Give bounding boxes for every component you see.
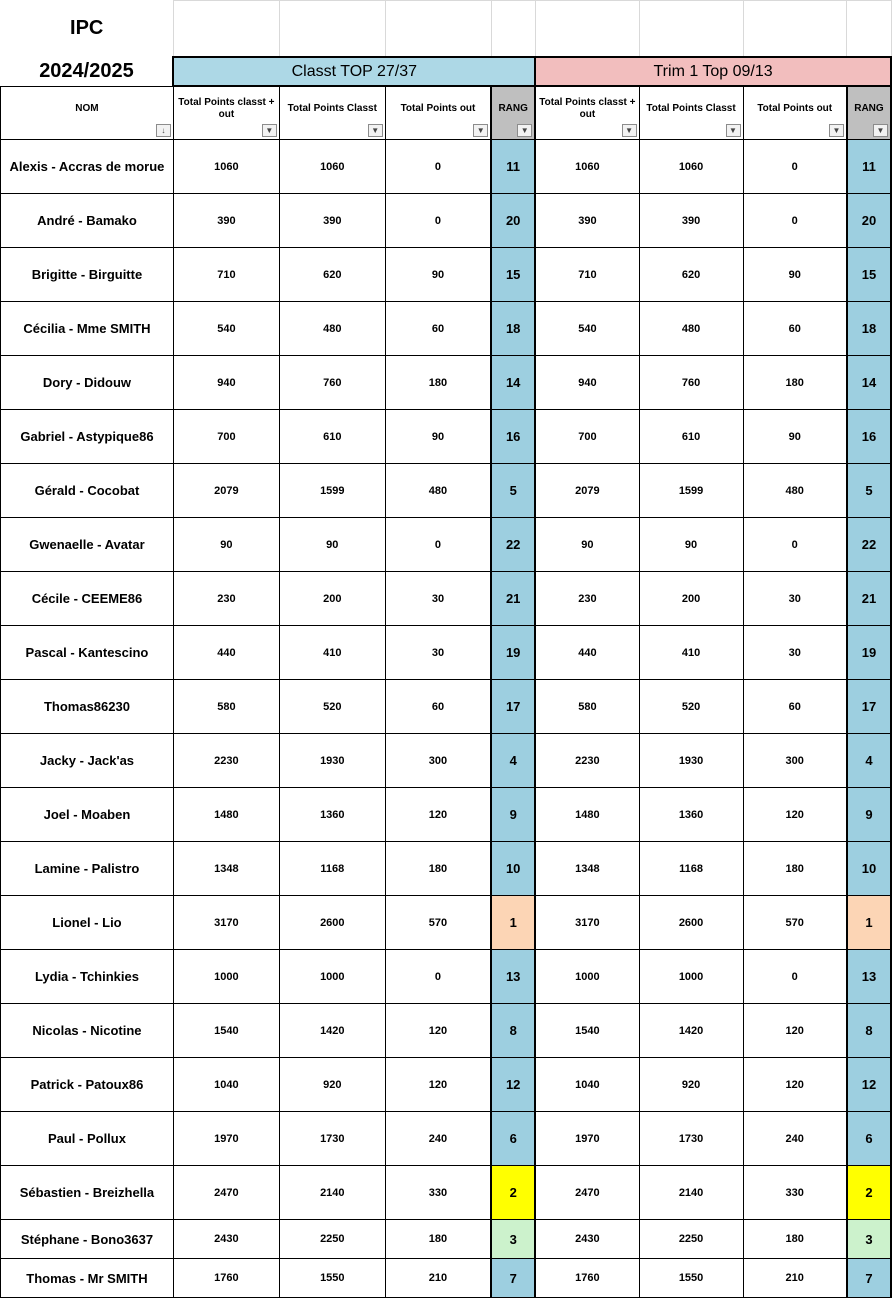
player-name-cell[interactable]: Brigitte - Birguitte [1,248,174,302]
trim1-total-points-cell[interactable]: 1060 [535,140,639,194]
table-row [1,518,892,572]
sort-filter-icon[interactable]: ↓ [156,124,171,137]
trim1-total-points-cell[interactable]: 90 [535,518,639,572]
trim1-total-points-cell[interactable]: 1348 [535,842,639,896]
table-row [1,140,892,194]
table-row [1,680,892,734]
trim1-points-cell[interactable]: 1550 [639,1259,743,1298]
player-name-cell[interactable]: Dory - Didouw [1,356,174,410]
trim1-out-points-cell[interactable]: 0 [743,518,847,572]
classt-total-points-cell[interactable]: 1000 [173,950,279,1004]
player-name-cell[interactable]: Gwenaelle - Avatar [1,518,174,572]
trim1-total-points-cell[interactable]: 2079 [535,464,639,518]
empty-cell[interactable] [279,1,385,58]
empty-cell[interactable] [743,1,847,58]
classt-total-points-cell[interactable]: 540 [173,302,279,356]
trim1-points-cell[interactable]: 1000 [639,950,743,1004]
player-name-cell[interactable]: Thomas86230 [1,680,174,734]
table-row [1,734,892,788]
trim1-out-points-cell[interactable]: 240 [743,1112,847,1166]
classt-rank-cell[interactable]: 2 [491,1166,535,1220]
classt-out-points-cell[interactable]: 0 [385,194,491,248]
classt-rank-cell[interactable]: 13 [491,950,535,1004]
trim1-rank-cell[interactable]: 21 [847,572,891,626]
classt-rank-cell[interactable]: 7 [491,1259,535,1298]
column-header-total-out [743,86,847,140]
classt-out-points-cell[interactable]: 0 [385,950,491,1004]
header-label: Total Points classt + out [539,97,636,120]
classt-out-points-cell[interactable]: 90 [385,410,491,464]
table-row [1,1166,892,1220]
trim1-out-points-cell[interactable]: 570 [743,896,847,950]
table-row [1,842,892,896]
trim1-total-points-cell[interactable]: 1970 [535,1112,639,1166]
trim1-points-cell[interactable]: 1420 [639,1004,743,1058]
player-name-cell[interactable]: Joel - Moaben [1,788,174,842]
player-name-cell[interactable]: Nicolas - Nicotine [1,1004,174,1058]
trim1-out-points-cell[interactable]: 30 [743,626,847,680]
classt-out-points-cell[interactable]: 0 [385,518,491,572]
trim1-points-cell[interactable]: 610 [639,410,743,464]
table-row [1,194,892,248]
trim1-rank-cell[interactable]: 20 [847,194,891,248]
column-header-total-classt [279,86,385,140]
trim1-rank-cell[interactable]: 8 [847,1004,891,1058]
table-row [1,464,892,518]
filter-dropdown-icon[interactable]: ▼ [262,124,277,137]
classt-out-points-cell[interactable]: 60 [385,302,491,356]
trim1-rank-cell[interactable]: 5 [847,464,891,518]
classt-rank-cell[interactable]: 1 [491,896,535,950]
trim1-rank-cell[interactable]: 12 [847,1058,891,1112]
table-row [1,1004,892,1058]
trim1-points-cell[interactable]: 920 [639,1058,743,1112]
table-row [1,356,892,410]
trim1-out-points-cell[interactable]: 90 [743,410,847,464]
trim1-total-points-cell[interactable]: 700 [535,410,639,464]
classt-out-points-cell[interactable]: 120 [385,1004,491,1058]
classt-rank-cell[interactable]: 22 [491,518,535,572]
table-row [1,788,892,842]
header-label: Total Points classt + out [178,97,275,120]
header-label: Total Points out [757,103,833,114]
player-name-cell[interactable]: Lionel - Lio [1,896,174,950]
trim1-out-points-cell[interactable]: 210 [743,1259,847,1298]
classt-points-cell[interactable]: 1420 [279,1004,385,1058]
classt-rank-cell[interactable]: 9 [491,788,535,842]
trim1-rank-cell[interactable]: 22 [847,518,891,572]
trim1-rank-cell[interactable]: 3 [847,1220,891,1259]
trim1-points-cell[interactable]: 480 [639,302,743,356]
classt-rank-cell[interactable]: 5 [491,464,535,518]
table-row [1,1220,892,1259]
empty-cell[interactable] [535,1,639,58]
player-name-cell[interactable]: Thomas - Mr SMITH [1,1259,174,1298]
classt-out-points-cell[interactable]: 180 [385,356,491,410]
trim1-out-points-cell[interactable]: 0 [743,194,847,248]
header-label: RANG [854,103,884,114]
header-label: NOM [75,102,99,114]
header-label: Total Points Classt [287,103,377,114]
table-row [1,410,892,464]
table-row [1,302,892,356]
player-name-cell[interactable]: Patrick - Patoux86 [1,1058,174,1112]
player-name-cell[interactable]: Sébastien - Breizhella [1,1166,174,1220]
classt-out-points-cell[interactable]: 180 [385,1220,491,1259]
classt-out-points-cell[interactable]: 90 [385,248,491,302]
column-header-total-classt-out [173,86,279,140]
player-name-cell[interactable]: Gabriel - Astypique86 [1,410,174,464]
trim1-rank-cell[interactable]: 16 [847,410,891,464]
trim1-rank-cell[interactable]: 4 [847,734,891,788]
trim1-total-points-cell[interactable]: 940 [535,356,639,410]
trim1-total-points-cell[interactable]: 2430 [535,1220,639,1259]
trim1-points-cell[interactable]: 520 [639,680,743,734]
classt-rank-cell[interactable]: 3 [491,1220,535,1259]
classt-out-points-cell[interactable]: 60 [385,680,491,734]
trim1-out-points-cell[interactable]: 300 [743,734,847,788]
trim1-rank-cell[interactable]: 19 [847,626,891,680]
trim1-points-cell[interactable]: 760 [639,356,743,410]
classt-rank-cell[interactable]: 10 [491,842,535,896]
classt-out-points-cell[interactable]: 30 [385,572,491,626]
classt-total-points-cell[interactable]: 1348 [173,842,279,896]
trim1-total-points-cell[interactable]: 390 [535,194,639,248]
classt-total-points-cell[interactable]: 1040 [173,1058,279,1112]
trim1-points-cell[interactable]: 620 [639,248,743,302]
classt-total-points-cell[interactable]: 940 [173,356,279,410]
trim1-total-points-cell[interactable]: 2470 [535,1166,639,1220]
trim1-total-points-cell[interactable]: 440 [535,626,639,680]
trim1-points-cell[interactable]: 2250 [639,1220,743,1259]
classt-total-points-cell[interactable]: 2230 [173,734,279,788]
group-header-classt-top: Classt TOP 27/37 [173,57,535,86]
player-name-cell[interactable]: Cécile - CEEME86 [1,572,174,626]
player-name-cell[interactable]: Lamine - Palistro [1,842,174,896]
table-row [1,950,892,1004]
trim1-out-points-cell[interactable]: 0 [743,140,847,194]
classt-points-cell[interactable]: 1360 [279,788,385,842]
classt-points-cell[interactable]: 610 [279,410,385,464]
classt-total-points-cell[interactable]: 1060 [173,140,279,194]
empty-cell[interactable] [173,1,279,58]
classt-points-cell[interactable]: 1930 [279,734,385,788]
trim1-total-points-cell[interactable]: 540 [535,302,639,356]
trim1-out-points-cell[interactable]: 180 [743,842,847,896]
trim1-total-points-cell[interactable]: 1000 [535,950,639,1004]
trim1-points-cell[interactable]: 390 [639,194,743,248]
column-header-total-classt [639,86,743,140]
classt-rank-cell[interactable]: 19 [491,626,535,680]
table-row [1,1259,892,1298]
trim1-out-points-cell[interactable]: 480 [743,464,847,518]
player-name-cell[interactable]: Cécilia - Mme SMITH [1,302,174,356]
classt-total-points-cell[interactable]: 3170 [173,896,279,950]
classt-rank-cell[interactable]: 6 [491,1112,535,1166]
player-name-cell[interactable]: Jacky - Jack'as [1,734,174,788]
classt-rank-cell[interactable]: 12 [491,1058,535,1112]
trim1-rank-cell[interactable]: 18 [847,302,891,356]
player-name-cell[interactable]: Stéphane - Bono3637 [1,1220,174,1259]
trim1-rank-cell[interactable]: 1 [847,896,891,950]
trim1-out-points-cell[interactable]: 120 [743,788,847,842]
classt-points-cell[interactable]: 620 [279,248,385,302]
classt-total-points-cell[interactable]: 580 [173,680,279,734]
classt-rank-cell[interactable]: 8 [491,1004,535,1058]
classt-rank-cell[interactable]: 17 [491,680,535,734]
classt-total-points-cell[interactable]: 440 [173,626,279,680]
classt-total-points-cell[interactable]: 710 [173,248,279,302]
trim1-out-points-cell[interactable]: 120 [743,1058,847,1112]
classt-out-points-cell[interactable]: 120 [385,1058,491,1112]
app-title: IPC [70,17,104,40]
column-header-total-out [385,86,491,140]
trim1-points-cell[interactable]: 1730 [639,1112,743,1166]
classt-points-cell[interactable]: 390 [279,194,385,248]
trim1-out-points-cell[interactable]: 180 [743,356,847,410]
trim1-points-cell[interactable]: 1930 [639,734,743,788]
classt-out-points-cell[interactable]: 30 [385,626,491,680]
classt-total-points-cell[interactable]: 2470 [173,1166,279,1220]
classt-points-cell[interactable]: 1599 [279,464,385,518]
trim1-rank-cell[interactable]: 2 [847,1166,891,1220]
trim1-total-points-cell[interactable]: 1480 [535,788,639,842]
filter-dropdown-icon[interactable]: ▼ [368,124,383,137]
classt-points-cell[interactable]: 480 [279,302,385,356]
filter-dropdown-icon[interactable]: ▼ [622,124,637,137]
classt-out-points-cell[interactable]: 0 [385,140,491,194]
classt-rank-cell[interactable]: 20 [491,194,535,248]
classt-total-points-cell[interactable]: 1970 [173,1112,279,1166]
classt-out-points-cell[interactable]: 120 [385,788,491,842]
classt-rank-cell[interactable]: 18 [491,302,535,356]
trim1-rank-cell[interactable]: 11 [847,140,891,194]
filter-dropdown-icon[interactable]: ▼ [517,124,532,137]
player-name-cell[interactable]: Pascal - Kantescino [1,626,174,680]
classt-points-cell[interactable]: 1060 [279,140,385,194]
season-label: 2024/2025 [1,57,174,86]
group-header-trim1-top: Trim 1 Top 09/13 [535,57,891,86]
empty-cell[interactable] [385,1,491,58]
classt-rank-cell[interactable]: 14 [491,356,535,410]
table-row [1,1058,892,1112]
trim1-out-points-cell[interactable]: 60 [743,302,847,356]
classt-points-cell[interactable]: 2140 [279,1166,385,1220]
classt-points-cell[interactable]: 2250 [279,1220,385,1259]
classt-points-cell[interactable]: 1550 [279,1259,385,1298]
classt-points-cell[interactable]: 90 [279,518,385,572]
trim1-total-points-cell[interactable]: 1540 [535,1004,639,1058]
empty-cell[interactable] [491,1,535,58]
trim1-rank-cell[interactable]: 7 [847,1259,891,1298]
trim1-points-cell[interactable]: 90 [639,518,743,572]
column-header-rang [491,86,535,140]
trim1-rank-cell[interactable]: 14 [847,356,891,410]
trim1-points-cell[interactable]: 410 [639,626,743,680]
trim1-out-points-cell[interactable]: 180 [743,1220,847,1259]
classt-rank-cell[interactable]: 4 [491,734,535,788]
trim1-out-points-cell[interactable]: 60 [743,680,847,734]
classt-points-cell[interactable]: 920 [279,1058,385,1112]
table-row [1,896,892,950]
trim1-total-points-cell[interactable]: 3170 [535,896,639,950]
trim1-rank-cell[interactable]: 15 [847,248,891,302]
column-header-total-classt-out [535,86,639,140]
player-name-cell[interactable]: Lydia - Tchinkies [1,950,174,1004]
trim1-out-points-cell[interactable]: 30 [743,572,847,626]
classt-out-points-cell[interactable]: 300 [385,734,491,788]
classt-out-points-cell[interactable]: 570 [385,896,491,950]
classt-total-points-cell[interactable]: 2430 [173,1220,279,1259]
classt-out-points-cell[interactable]: 180 [385,842,491,896]
trim1-total-points-cell[interactable]: 710 [535,248,639,302]
classt-total-points-cell[interactable]: 1540 [173,1004,279,1058]
classt-total-points-cell[interactable]: 90 [173,518,279,572]
classt-points-cell[interactable]: 1000 [279,950,385,1004]
classt-points-cell[interactable]: 410 [279,626,385,680]
classt-total-points-cell[interactable]: 230 [173,572,279,626]
header-label: RANG [498,103,528,114]
column-header-nom [1,86,174,140]
classt-rank-cell[interactable]: 15 [491,248,535,302]
classt-total-points-cell[interactable]: 390 [173,194,279,248]
classt-out-points-cell[interactable]: 210 [385,1259,491,1298]
trim1-points-cell[interactable]: 1360 [639,788,743,842]
player-name-cell[interactable]: Gérald - Cocobat [1,464,174,518]
classt-total-points-cell[interactable]: 700 [173,410,279,464]
trim1-total-points-cell[interactable]: 2230 [535,734,639,788]
trim1-total-points-cell[interactable]: 580 [535,680,639,734]
classt-points-cell[interactable]: 2600 [279,896,385,950]
classt-rank-cell[interactable]: 21 [491,572,535,626]
trim1-points-cell[interactable]: 2140 [639,1166,743,1220]
player-name-cell[interactable]: Paul - Pollux [1,1112,174,1166]
trim1-total-points-cell[interactable]: 1760 [535,1259,639,1298]
classt-out-points-cell[interactable]: 330 [385,1166,491,1220]
trim1-total-points-cell[interactable]: 230 [535,572,639,626]
empty-cell[interactable] [639,1,743,58]
trim1-points-cell[interactable]: 1168 [639,842,743,896]
trim1-out-points-cell[interactable]: 330 [743,1166,847,1220]
classt-out-points-cell[interactable]: 240 [385,1112,491,1166]
classt-points-cell[interactable]: 760 [279,356,385,410]
table-row [1,1112,892,1166]
classt-out-points-cell[interactable]: 480 [385,464,491,518]
trim1-rank-cell[interactable]: 9 [847,788,891,842]
table-row [1,626,892,680]
trim1-points-cell[interactable]: 1060 [639,140,743,194]
column-header-rang [847,86,891,140]
classt-rank-cell[interactable]: 11 [491,140,535,194]
trim1-rank-cell[interactable]: 6 [847,1112,891,1166]
classt-points-cell[interactable]: 1730 [279,1112,385,1166]
trim1-out-points-cell[interactable]: 0 [743,950,847,1004]
classt-rank-cell[interactable]: 16 [491,410,535,464]
trim1-points-cell[interactable]: 2600 [639,896,743,950]
filter-dropdown-icon[interactable]: ▼ [829,124,844,137]
trim1-rank-cell[interactable]: 17 [847,680,891,734]
trim1-out-points-cell[interactable]: 120 [743,1004,847,1058]
classt-total-points-cell[interactable]: 1760 [173,1259,279,1298]
trim1-points-cell[interactable]: 1599 [639,464,743,518]
classt-total-points-cell[interactable]: 1480 [173,788,279,842]
trim1-rank-cell[interactable]: 13 [847,950,891,1004]
trim1-points-cell[interactable]: 200 [639,572,743,626]
trim1-total-points-cell[interactable]: 1040 [535,1058,639,1112]
filter-dropdown-icon[interactable]: ▼ [726,124,741,137]
classt-points-cell[interactable]: 1168 [279,842,385,896]
classt-points-cell[interactable]: 520 [279,680,385,734]
header-label: Total Points out [400,103,476,114]
player-name-cell[interactable]: André - Bamako [1,194,174,248]
classt-total-points-cell[interactable]: 2079 [173,464,279,518]
filter-dropdown-icon[interactable]: ▼ [873,124,888,137]
player-name-cell[interactable]: Alexis - Accras de morue [1,140,174,194]
trim1-out-points-cell[interactable]: 90 [743,248,847,302]
header-label: Total Points Classt [646,103,736,114]
table-row [1,572,892,626]
table-row [1,248,892,302]
trim1-rank-cell[interactable]: 10 [847,842,891,896]
filter-dropdown-icon[interactable]: ▼ [473,124,488,137]
classt-points-cell[interactable]: 200 [279,572,385,626]
empty-cell[interactable] [847,1,891,58]
